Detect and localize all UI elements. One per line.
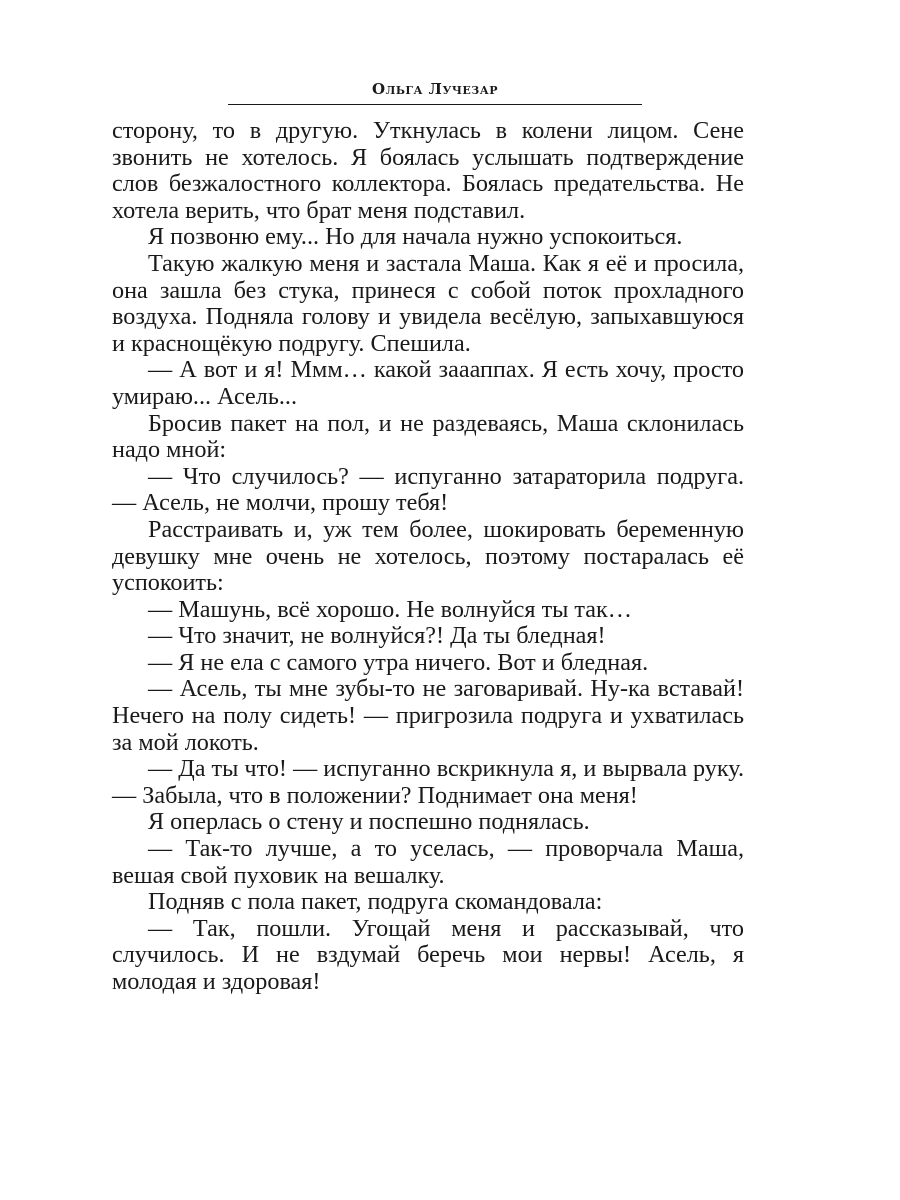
paragraph: Расстраивать и, уж тем более, шокировать беременную девушку мне очень не хотелось, поэтому постаралась её успокоить: bbox=[112, 515, 744, 597]
paragraph: сторону, то в другую. Уткнулась в колени лицом. Сене звонить не хотелось. Я боялась услышать подтверждение слов безжалостного коллектора. Боялась предательства. Не хотела верить, что брат меня подставил. bbox=[112, 117, 744, 224]
paragraph: Я оперлась о стену и поспешно поднялась. bbox=[148, 808, 590, 836]
paragraph: — Да ты что! — испуганно вскрикнула я, и вырвала руку. — Забыла, что в положении? Поднимает она меня! bbox=[112, 755, 744, 809]
paragraph: Я позвоню ему... Но для начала нужно успокоиться. bbox=[148, 223, 683, 251]
paragraph: — Так, пошли. Угощай меня и рассказывай, что случилось. И не вздумай беречь мои нервы! Асель, я молодая и здоровая! bbox=[112, 914, 744, 995]
paragraph: — Что значит, не волнуйся?! Да ты бледная! bbox=[148, 622, 606, 650]
running-head-author: Ольга Лучезар bbox=[372, 80, 498, 98]
paragraph: — Машунь, всё хорошо. Не волнуйся ты так… bbox=[148, 595, 632, 623]
paragraph: Такую жалкую меня и застала Маша. Как я её и просила, она зашла без стука, принеся с собой поток прохладного воздуха. Подняла голову и увидела весёлую, запыхавшуюся и краснощёкую подругу. Спешила. bbox=[112, 249, 744, 357]
paragraph: Подняв с пола пакет, подруга скомандовала: bbox=[148, 888, 603, 916]
paragraph: — Так-то лучше, а то уселась, — проворчала Маша, вешая свой пуховик на вешалку. bbox=[112, 835, 744, 889]
paragraph: — Что случилось? — испуганно затараторила подруга. — Асель, не молчи, прошу тебя! bbox=[112, 462, 744, 517]
paragraph: — Я не ела с самого утра ничего. Вот и бледная. bbox=[148, 648, 649, 676]
paragraph: — Асель, ты мне зубы-то не заговаривай. Ну-ка вставай! Нечего на полу сидеть! — пригрозила подруга и ухватилась за мой локоть. bbox=[112, 675, 744, 756]
text-body bbox=[112, 118, 744, 996]
header-rule bbox=[228, 104, 642, 105]
paragraph: Бросив пакет на пол, и не раздеваясь, Маша склонилась надо мной: bbox=[112, 409, 744, 464]
paragraph: — А вот и я! Ммм… какой заааппах. Я есть хочу, просто умираю... Асель... bbox=[112, 356, 744, 410]
